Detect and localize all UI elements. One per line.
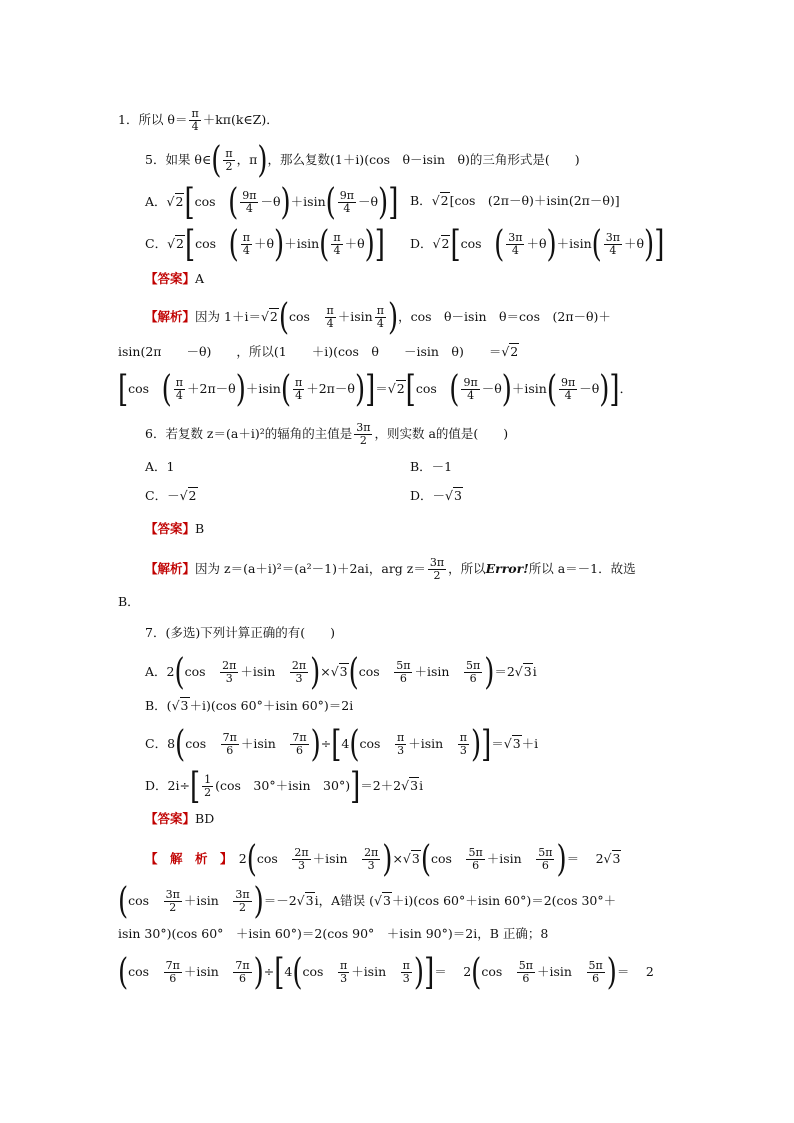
den: 4 — [609, 244, 617, 257]
q7-explanation-3 — [118, 925, 548, 943]
den: 4 — [191, 120, 199, 133]
text: ＋isin — [486, 851, 522, 866]
explanation-label: 【解析】 — [145, 309, 196, 324]
text: ，π — [236, 152, 258, 167]
text: ，所以 — [448, 561, 486, 576]
fraction — [174, 377, 185, 402]
q7-explanation-1: 【 解 析 】 2(cos $\frac{2\pi}{3}$ ＋isin $\frac{2\pi}{3}$ )×√3(cos $\frac{5\pi}{6}$ ＋isin $\frac{5\pi}{6}$ )＝ 2√3 — [145, 838, 621, 881]
fraction — [461, 377, 479, 402]
num: π — [191, 107, 199, 120]
num: 3π — [605, 231, 621, 244]
num: π — [175, 376, 184, 389]
radicand: 2 — [175, 194, 184, 209]
radicand: 2 — [441, 236, 450, 251]
den: 3 — [297, 859, 305, 872]
text: ＋isin — [537, 964, 572, 979]
text: cos — [194, 194, 216, 209]
radicand: 2 — [176, 236, 184, 251]
num: 7π — [222, 731, 237, 744]
text: ＋isin — [183, 964, 219, 979]
text: ＋kπ(k∈Z)． — [202, 112, 279, 127]
num: 5π — [518, 959, 534, 972]
text: B．( — [145, 698, 172, 713]
text: ＋isin — [351, 964, 387, 979]
den: 2 — [225, 160, 233, 173]
text: cos — [184, 664, 206, 679]
q7-option-a: A．2(cos $\frac{2\pi}{3}$ ＋isin $\frac{2\pi}{3}$ )×√3(cos $\frac{5\pi}{6}$ ＋isin $\frac{5\pi}{6}$ )＝2√3i — [145, 651, 537, 694]
option-d: D．－ — [410, 488, 446, 503]
q6-explanation-1 — [145, 557, 636, 582]
den: 6 — [522, 972, 530, 985]
error-text: Error! — [485, 561, 529, 576]
text: cos — [415, 381, 437, 396]
den: 3 — [397, 744, 405, 757]
den: 4 — [343, 202, 351, 215]
fraction — [220, 660, 238, 685]
den: 2 — [238, 901, 246, 914]
option-a: A．1 — [145, 459, 175, 474]
fraction — [394, 660, 412, 685]
num: 3π — [165, 888, 180, 901]
q6-option-c: C．－√2 — [145, 488, 197, 503]
den: 6 — [169, 972, 177, 985]
text: ＋isin — [290, 194, 326, 209]
fraction — [290, 732, 308, 757]
den: 6 — [472, 859, 480, 872]
text: ，那么复数(1＋i)(cos θ－isin θ)的三角形式是( ) — [267, 152, 580, 167]
num: π — [376, 304, 384, 317]
q5-explanation-1: 【解析】因为 1＋i＝√2(cos $\frac{\pi}{4}$ ＋isin $\frac{\pi}{4}$ )，cos θ－isin θ＝cos (2π－θ)＋ — [145, 296, 611, 339]
fraction — [401, 960, 412, 985]
num: 5π — [588, 959, 603, 972]
text: cos — [256, 851, 278, 866]
den: 6 — [295, 744, 303, 757]
text: ＋isin — [312, 851, 348, 866]
den: 2 — [169, 901, 177, 914]
num: π — [295, 376, 303, 389]
text: ＋isin — [511, 381, 547, 396]
fraction — [517, 960, 535, 985]
num: 2π — [364, 846, 379, 859]
den: 6 — [238, 972, 246, 985]
option-label: D． — [410, 236, 433, 251]
radicand: 3 — [339, 664, 348, 679]
den: 4 — [467, 389, 475, 402]
q6-option-a — [145, 458, 174, 476]
answer-value: BD — [195, 811, 215, 826]
text: (cos 30°＋isin 30°) — [215, 778, 351, 793]
den: 6 — [592, 972, 600, 985]
text: 7．(多选)下列计算正确的有( ) — [145, 625, 335, 640]
fraction — [362, 847, 380, 872]
num: 9π — [463, 376, 478, 389]
q5-stem — [145, 139, 580, 182]
text: isin(2π －θ) ，所以(1 ＋i)(cos θ －isin θ) ＝ — [118, 344, 502, 359]
q6-option-d: D．－√3 — [410, 488, 462, 503]
radicand: 3 — [612, 851, 621, 866]
den: 4 — [295, 389, 303, 402]
num: π — [333, 231, 341, 244]
q7-explanation-4: (cos $\frac{7\pi}{6}$ ＋isin $\frac{7\pi}{6}$ )÷[4(cos $\frac{\pi}{3}$ ＋isin $\frac{\pi}{3}$ )]＝ 2(cos $\frac{5\pi}{6}$ ＋isin $\frac{5\pi}{6}$ )＝ 2 — [118, 951, 654, 994]
den: 4 — [376, 317, 384, 330]
num: π — [326, 304, 334, 317]
text: cos — [358, 664, 380, 679]
fraction — [290, 660, 308, 685]
q5-option-c: C．√2[cos ( $\frac{\pi}{4}$ ＋θ)＋isin( $\frac{\pi}{4}$ ＋θ)] — [145, 223, 385, 266]
num: 5π — [396, 659, 411, 672]
text: 因为 1＋i＝ — [195, 309, 261, 324]
den: 3 — [340, 972, 348, 985]
num: 9π — [561, 376, 576, 389]
radicand: 2 — [269, 309, 278, 324]
radicand: 3 — [454, 488, 462, 503]
fraction — [458, 732, 469, 757]
q5-option-a: A．√2[cos ( $\frac{9\pi}{4}$ －θ)＋isin( $\frac{9\pi}{4}$ －θ)] — [145, 181, 399, 224]
text: ，则实数 a的值是( ) — [374, 426, 509, 441]
num: 7π — [165, 959, 180, 972]
fraction — [331, 232, 342, 257]
text: 6．若复数 z＝(a＋i)²的辐角的主值是 — [145, 426, 353, 441]
option-label: A． — [145, 194, 167, 209]
answer-value: A — [195, 271, 205, 286]
fraction — [233, 960, 251, 985]
den: 6 — [399, 672, 407, 685]
text: isin 30°)(cos 60° ＋isin 60°)＝2(cos 90° ＋isin 90°)＝2i，B 正确；8 — [118, 926, 549, 941]
fraction — [338, 190, 356, 215]
paren: ) — [257, 139, 268, 182]
den: 4 — [326, 317, 334, 330]
num: 3π — [429, 556, 445, 569]
text: cos — [460, 236, 482, 251]
num: 9π — [242, 189, 257, 202]
fraction — [466, 847, 484, 872]
num: 1 — [204, 773, 212, 786]
num: 3π — [508, 231, 523, 244]
radicand: 3 — [180, 698, 189, 713]
fraction — [464, 660, 482, 685]
num: π — [242, 231, 251, 244]
text: cos — [195, 236, 217, 251]
den: 3 — [459, 744, 467, 757]
explanation-label: 【解析】 — [145, 561, 196, 576]
q5-option-b: B．√2[cos (2π－θ)＋isin(2π－θ)] — [410, 193, 620, 208]
den: 4 — [564, 389, 572, 402]
text: 5．如果 θ∈ — [145, 152, 212, 167]
num: 5π — [468, 846, 483, 859]
fraction — [221, 732, 239, 757]
fraction — [325, 305, 336, 330]
num: 7π — [292, 731, 307, 744]
text: ＋isin — [245, 381, 281, 396]
num: 5π — [465, 659, 481, 672]
num: 3π — [356, 421, 371, 434]
q5-option-d: D．√2[cos ( $\frac{3\pi}{4}$ ＋θ)＋isin( $\frac{3\pi}{4}$ ＋θ)] — [410, 223, 665, 266]
den: 4 — [333, 244, 341, 257]
num: 2π — [291, 659, 307, 672]
text: cos — [185, 736, 207, 751]
num: 7π — [235, 959, 250, 972]
text: 因为 z＝(a＋i)²＝(a²－1)＋2ai，arg z＝ — [195, 561, 426, 576]
text: ＋isin — [240, 736, 276, 751]
text: cos — [359, 736, 381, 751]
text: cos — [289, 309, 310, 324]
num: π — [402, 959, 410, 972]
option-b: B．－1 — [410, 459, 453, 474]
text: ＋isin — [414, 664, 450, 679]
q5-explanation-2: isin(2π －θ) ，所以(1 ＋i)(cos θ －isin θ) ＝√2 — [118, 344, 519, 359]
explanation-label: 【 解 析 】 — [145, 851, 227, 866]
num: π — [339, 959, 348, 972]
num: π — [459, 731, 467, 744]
num: π — [396, 731, 405, 744]
text: 所以 a＝－1．故选 — [528, 561, 636, 576]
den: 3 — [225, 672, 233, 685]
den: 3 — [295, 672, 303, 685]
option-label: C． — [145, 236, 168, 251]
den: 3 — [402, 972, 410, 985]
den: 4 — [511, 244, 519, 257]
den: 6 — [226, 744, 234, 757]
fraction — [293, 377, 304, 402]
den: 4 — [245, 202, 253, 215]
fraction — [338, 960, 349, 985]
text: cos — [481, 964, 503, 979]
fraction — [354, 422, 372, 447]
den: 6 — [541, 859, 549, 872]
den: 2 — [359, 434, 367, 447]
fraction — [428, 557, 446, 582]
q7-explanation-2: (cos $\frac{3\pi}{2}$ ＋isin $\frac{3\pi}{2}$ )＝－2√3i，A错误 (√3＋i)(cos 60°＋isin 60°)＝2(cos 30°＋ — [118, 880, 617, 923]
q7-option-c: C．8(cos $\frac{7\pi}{6}$ ＋isin $\frac{7\pi}{6}$ )÷[4(cos $\frac{\pi}{3}$ ＋isin $\frac{\pi}{3}$ )]＝√3＋i — [145, 723, 539, 766]
fraction — [587, 960, 605, 985]
fraction — [375, 305, 386, 330]
num: 9π — [339, 189, 355, 202]
text: ＋isin — [240, 664, 276, 679]
radicand: 3 — [523, 664, 532, 679]
fraction — [292, 847, 310, 872]
fraction — [604, 232, 622, 257]
text: cos — [302, 964, 324, 979]
q7-option-d: D．2i÷[ $\frac{1}{2}$ (cos 30°＋isin 30°)]＝2＋2√3i — [145, 765, 424, 808]
text: cos — [431, 851, 452, 866]
text: [cos (2π－θ)＋isin(2π－θ)] — [449, 193, 620, 208]
den: 4 — [175, 389, 183, 402]
fraction — [240, 190, 258, 215]
q6-answer — [145, 520, 204, 538]
q7-answer — [145, 810, 214, 828]
radicand: 2 — [396, 381, 405, 396]
text: B． — [118, 594, 140, 609]
option-c: C．－ — [145, 488, 180, 503]
fraction — [202, 774, 213, 799]
den: 2 — [433, 569, 441, 582]
fraction — [164, 960, 182, 985]
den: 6 — [469, 672, 477, 685]
fraction — [189, 108, 200, 133]
text: cos — [128, 964, 150, 979]
fraction — [241, 232, 252, 257]
radicand: 3 — [411, 851, 420, 866]
text: ，cos θ－isin θ＝cos (2π－θ)＋ — [398, 309, 611, 324]
text: cos — [128, 893, 150, 908]
q6-option-b — [410, 458, 452, 476]
fraction — [223, 148, 234, 173]
radicand: 3 — [512, 736, 521, 751]
fraction — [395, 732, 406, 757]
num: π — [225, 147, 233, 160]
q6-stem — [145, 422, 508, 447]
q7-stem — [145, 624, 335, 642]
text: ＋isin — [408, 736, 444, 751]
text: ＋i)(cos 60°＋isin 60°)＝2i — [189, 698, 354, 713]
radicand: 2 — [188, 488, 197, 503]
text: 1．所以 θ＝ — [118, 112, 188, 127]
radicand: 2 — [440, 193, 449, 208]
text: ＋isin — [183, 893, 219, 908]
text: ＋isin — [284, 236, 320, 251]
fraction — [506, 232, 524, 257]
fraction — [233, 889, 251, 914]
num: 2π — [294, 846, 309, 859]
answer-label: 【答案】 — [145, 811, 196, 826]
num: 3π — [235, 888, 250, 901]
text: ，A错误 ( — [318, 893, 374, 908]
q5-explanation-3: [cos ( $\frac{\pi}{4}$ ＋2π－θ)＋isin( $\frac{\pi}{4}$ ＋2π－θ)]＝√2[cos ( $\frac{9\pi}{4}$ －θ)＋isin( $\frac{9\pi}{4}$ －θ)]． — [118, 368, 633, 411]
den: 2 — [204, 786, 212, 799]
radicand: 3 — [305, 893, 314, 908]
text: ＋isin — [556, 236, 592, 251]
radicand: 2 — [510, 344, 519, 359]
line-1 — [118, 108, 279, 133]
text: ＝2＋2 — [360, 778, 402, 793]
fraction — [559, 377, 577, 402]
radicand: 3 — [410, 778, 419, 793]
answer-value: B — [195, 521, 205, 536]
q6-explanation-2 — [118, 593, 140, 611]
fraction — [164, 889, 182, 914]
answer-label: 【答案】 — [145, 521, 196, 536]
paren: ( — [211, 139, 222, 182]
option-label: B． — [410, 193, 432, 208]
fraction — [536, 847, 554, 872]
q7-option-b: B．(√3＋i)(cos 60°＋isin 60°)＝2i — [145, 698, 354, 713]
den: 3 — [367, 859, 375, 872]
text: ＋isin — [337, 309, 373, 324]
text: cos — [128, 381, 150, 396]
text: D．2i÷ — [145, 778, 190, 793]
q5-answer — [145, 270, 204, 288]
radicand: 3 — [382, 893, 391, 908]
text: i — [419, 778, 424, 793]
num: 2π — [222, 659, 237, 672]
den: 4 — [242, 244, 250, 257]
num: 5π — [538, 846, 553, 859]
text: ＋i)(cos 60°＋isin 60°)＝2(cos 30°＋ — [391, 893, 617, 908]
answer-label: 【答案】 — [145, 271, 196, 286]
